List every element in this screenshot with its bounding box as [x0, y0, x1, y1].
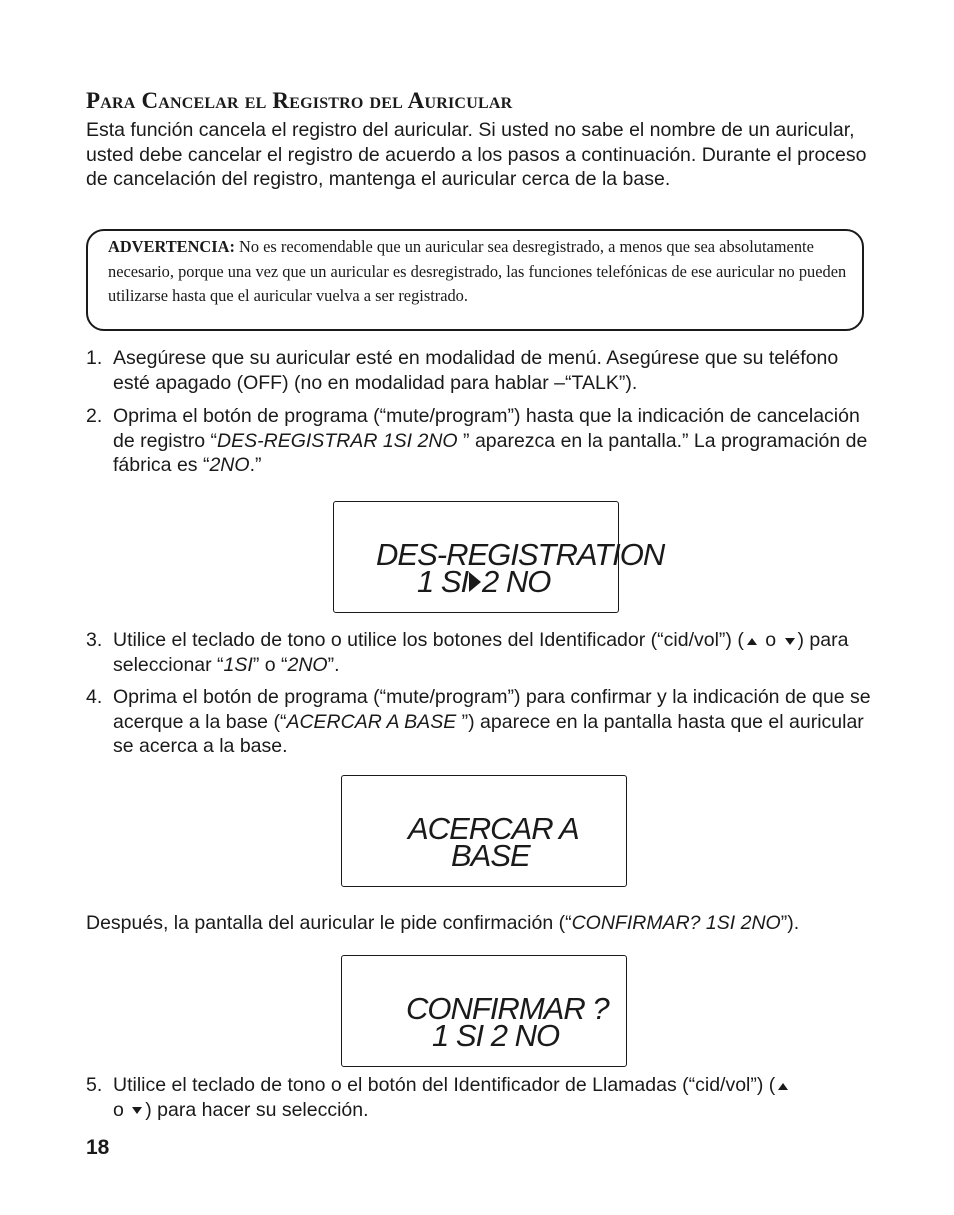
step-text: Utilice el teclado de tono o el botón del Identificador de Llamadas (“cid/vol”) ( — [113, 1074, 776, 1096]
step-text: ” aparezca en la pantalla.” La programación de fábrica es “ — [113, 429, 868, 476]
step-number: 5. — [86, 1074, 103, 1096]
step-text: o — [759, 629, 782, 651]
step-text: o — [113, 1098, 130, 1121]
step-text: .” — [249, 454, 262, 476]
warning-label: ADVERTENCIA: — [108, 237, 235, 256]
warning-box — [86, 229, 864, 331]
display-term: CONFIRMAR? 1SI 2NO — [571, 912, 781, 934]
step-text: ) para seleccionar “ — [113, 629, 849, 676]
step-text: ”. — [327, 653, 340, 676]
display-term: 1SI — [223, 653, 253, 676]
down-triangle-icon — [784, 636, 796, 646]
display-term: ACERCAR A BASE — [286, 710, 457, 733]
step-text: Oprima el botón de programa (“mute/program”) para confirmar y la indicación de que se acerque a la base (“ — [113, 686, 871, 733]
step-text: Oprima el botón de programa (“mute/program”) hasta que la indicación de cancelación de registro “ — [113, 405, 860, 452]
lcd-display-des-registration — [333, 501, 665, 613]
step-text: Asegúrese que su auricular esté en modalidad de menú. Asegúrese que su teléfono esté apagado (OFF) (no en modalidad para hablar –“TALK”). — [113, 347, 839, 394]
lcd-line-2: 1 SI 2 NO — [432, 1018, 560, 1053]
step-number: 1. — [86, 347, 103, 369]
step-text: ” o “ — [252, 653, 288, 676]
lcd-line-2-option-1: 1 SI — [417, 564, 469, 599]
intro-paragraph: Esta función cancela el registro del auricular. Si usted no sabe el nombre de un auricular, usted debe cancelar el registro de acuerdo a los pasos a continuación. Durante el proceso de cancelación del registro, mantenga el auricular cerca de la base. — [86, 119, 867, 190]
up-triangle-icon — [746, 636, 758, 646]
step-4 — [86, 685, 876, 759]
display-term: 2NO — [209, 454, 250, 476]
step-3 — [86, 628, 876, 677]
step-2 — [86, 404, 876, 478]
page-number: 18 — [86, 1136, 110, 1159]
warning-text: No es recomendable que un auricular sea desregistrado, a menos que sea absolutamente necesario, porque una vez que un auricular es desregistrado, las funciones telefónicas de ese auricular no pueden utilizarse hasta que el auricular vuelva a ser registrado. — [108, 237, 847, 306]
selection-cursor-icon — [469, 572, 481, 592]
lcd-display-acercar-base — [341, 775, 627, 887]
lcd-line-1: CONFIRMAR ? — [406, 991, 609, 1026]
paragraph-text: ”). — [780, 912, 800, 934]
step-number: 3. — [86, 629, 103, 651]
paragraph-text: Después, la pantalla del auricular le pide confirmación (“ — [86, 912, 572, 934]
step-number: 4. — [86, 686, 103, 708]
step-text: ”) aparece en la pantalla hasta que el auricular se acerca a la base. — [113, 710, 864, 757]
lcd-line-2-option-2: 2 NO — [482, 564, 551, 599]
lcd-line-1: ACERCAR A — [408, 811, 579, 846]
lcd-line-1: DES-REGISTRATION — [376, 537, 665, 572]
down-triangle-icon — [131, 1105, 143, 1115]
confirmation-paragraph — [86, 911, 886, 936]
lcd-line-2: BASE — [451, 838, 530, 873]
display-term: 2NO — [287, 653, 328, 676]
step-number: 2. — [86, 405, 103, 427]
step-5 — [86, 1073, 876, 1122]
step-text: Utilice el teclado de tono o utilice los botones del Identificador (“cid/vol”) ( — [113, 629, 744, 651]
section-title: Para Cancelar el Registro del Auricular — [86, 88, 513, 113]
lcd-display-confirmar — [341, 955, 627, 1067]
step-1 — [86, 346, 876, 395]
up-triangle-icon — [777, 1081, 789, 1091]
display-term: DES-REGISTRAR 1SI 2NO — [217, 429, 458, 452]
step-text: ) para hacer su selección. — [145, 1098, 369, 1121]
